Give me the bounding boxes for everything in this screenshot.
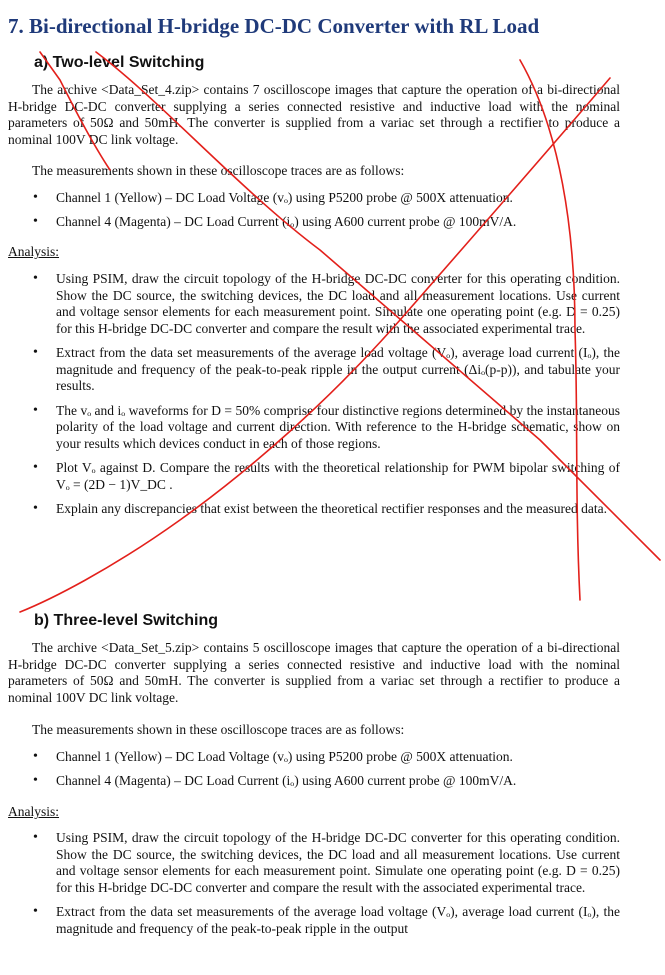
list-item: • Extract from the data set measurements of the average load voltage (Vₒ), average load current (Iₒ), the magnitude and frequency of the peak-to-peak ripple in the output current (Δiₒ(p-p)), and tabulate your results. [0,345,620,395]
list-item: • Using PSIM, draw the circuit topology of the H-bridge DC-DC converter for this operating condition. Show the DC source, the switching devices, the DC load and all measurement locations. Use current and voltage sensor elements for each measurement point. Simulate one operating point (e.g. D = 0.25) for this H-bridge DC-DC converter and compare the result with the associated experimental trace. [0,271,620,337]
list-item: • The vₒ and iₒ waveforms for D = 50% comprise four distinctive regions determined by the instantaneous polarity of the load voltage and current direction. With reference to the H-bridge schematic, show on your results which devices conduct in each of those regions. [0,403,620,453]
section-a-intro: The archive <Data_Set_4.zip> contains 7 oscilloscope images that capture the operation of a bi-directional H-bridge DC-DC converter supplying a series connected resistive and inductive load with the nominal parameters of 50Ω and 50mH. The converter is supplied from a variac set through a rectifier to produce a nominal 100V DC link voltage. [8,82,620,147]
list-item: • Explain any discrepancies that exist between the theoretical rectifier responses and the measured data. [0,501,620,518]
list-item: • Channel 4 (Magenta) – DC Load Current (iₒ) using A600 current probe @ 100mV/A. [0,214,616,231]
section-b-measurement-list [0,749,616,796]
section-b-heading: b) Three-level Switching [34,612,219,629]
section-b-measurements-intro: The measurements shown in these oscilloscope traces are as follows: [32,722,405,737]
list-item: • Channel 4 (Magenta) – DC Load Current (iₒ) using A600 current probe @ 100mV/A. [0,773,616,790]
section-b-analysis-list [0,830,620,945]
list-item: • Channel 1 (Yellow) – DC Load Voltage (vₒ) using P5200 probe @ 500X attenuation. [0,749,616,766]
list-item: • Plot Vₒ against D. Compare the results with the theoretical relationship for PWM bipolar switching of Vₒ = (2D − 1)V_DC . [0,460,620,493]
list-item: • Using PSIM, draw the circuit topology of the H-bridge DC-DC converter for this operating condition. Show the DC source, the switching devices, the DC load and all measurement locations. Use current and voltage sensor elements for each measurement point. Simulate one operating point (e.g. D = 0.25) for this H-bridge DC-DC converter and compare the result with the associated experimental trace. [0,830,620,896]
page-title: 7. Bi-directional H-bridge DC-DC Converter with RL Load [8,14,540,38]
section-b-intro: The archive <Data_Set_5.zip> contains 5 oscilloscope images that capture the operation of a bi-directional H-bridge DC-DC converter supplying a series connected resistive and inductive load with the nominal parameters of 50Ω and 50mH. The converter is supplied from a variac set through a rectifier to produce a nominal 100V DC link voltage. [8,640,620,705]
list-item: • Extract from the data set measurements of the average load voltage (Vₒ), average load current (Iₒ), the magnitude and frequency of the peak-to-peak ripple in the output [0,904,620,937]
section-a-analysis-label: Analysis: [8,244,60,259]
section-a-heading: a) Two-level Switching [34,54,205,71]
list-item: • Channel 1 (Yellow) – DC Load Voltage (vₒ) using P5200 probe @ 500X attenuation. [0,190,616,207]
section-a-measurements-intro: The measurements shown in these oscilloscope traces are as follows: [32,163,405,178]
section-a-measurement-list [0,190,616,237]
section-a-analysis-list [0,271,620,526]
section-b-analysis-label: Analysis: [8,804,60,819]
